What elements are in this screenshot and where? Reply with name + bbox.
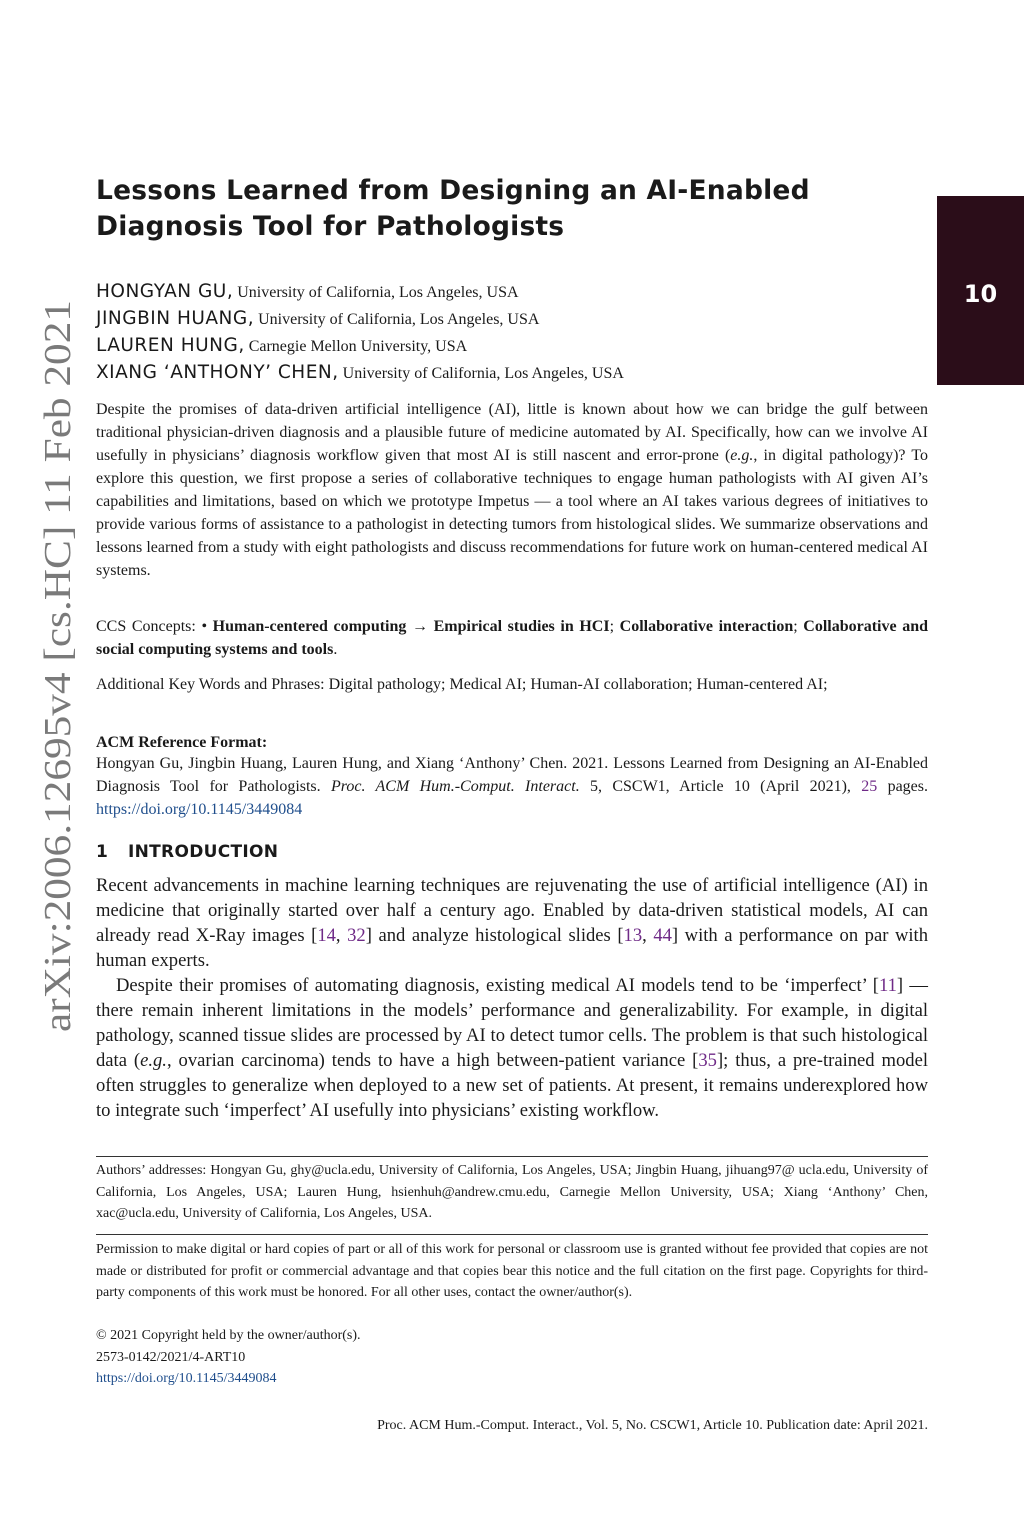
intro-eg: e.g.: [140, 1050, 167, 1071]
citation-link[interactable]: 14: [317, 925, 336, 946]
copyright-block: [96, 1325, 928, 1390]
introduction-body: [96, 873, 928, 1123]
permission-divider: [96, 1234, 928, 1235]
article-number: 10: [963, 280, 998, 308]
paragraph-text: ,: [335, 925, 348, 946]
author-entry: [96, 305, 896, 332]
issn-line: 2573-0142/2021/4-ART10: [96, 1349, 246, 1365]
ccs-separator: ;: [793, 618, 804, 635]
acm-reference: [96, 752, 928, 821]
footnote-divider: [96, 1156, 928, 1157]
paragraph-text: ] with a performance on par with human experts.: [96, 925, 929, 971]
section-heading: [96, 842, 278, 862]
ccs-separator: ;: [609, 618, 620, 635]
author-name: JINGBIN HUANG,: [96, 308, 255, 329]
paragraph-text: Recent advancements in machine learning techniques are rejuvenating the use of artificial intelligence (AI) in medicine that originally started over half a century ago. Enabled by data-driven statistical models, AI can already read X-Ray images [: [96, 875, 928, 946]
ccs-concept: Collaborative and social computing systems and tools: [96, 618, 929, 658]
acm-reference-heading: ACM Reference Format:: [96, 734, 268, 751]
page-footer: Proc. ACM Hum.-Comput. Interact., Vol. 5, No. CSCW1, Article 10. Publication date: April 2021.: [377, 1418, 928, 1433]
abstract-text: Despite the promises of data-driven artificial intelligence (AI), little is known about how we can bridge the gulf between traditional physician-driven diagnosis and a plausible future of medicine automated by AI. Specifically, how can we involve AI usefully in physicians’ diagnosis workflow given that most AI is still nascent and error-prone (: [96, 401, 928, 464]
paragraph: [96, 873, 928, 973]
arxiv-stamp: [8, 296, 96, 1032]
paragraph-text: , ovarian carcinoma) tends to have a high between-patient variance [: [166, 1050, 699, 1071]
author-entry: [96, 359, 896, 386]
paper-title: Lessons Learned from Designing an AI-Enabled Diagnosis Tool for Pathologists: [96, 175, 810, 242]
author-entry: [96, 332, 896, 359]
ccs-separator: .: [333, 641, 338, 658]
author-affiliation: University of California, Los Angeles, USA: [342, 365, 624, 382]
permission-notice: Permission to make digital or hard copies of part or all of this work for personal or classroom use is granted without fee provided that copies are not made or distributed for profit or commercial advantage and that copies bear this notice and the full citation on the first page. Copyrights for third-party components of this work must be honored. For all other uses, contact the owner/author(s).: [96, 1242, 928, 1300]
page-count-link[interactable]: 25: [861, 778, 878, 795]
paragraph-text: ,: [642, 925, 654, 946]
author-name: XIANG ‘ANTHONY’ CHEN,: [96, 362, 339, 383]
author-affiliation: University of California, Los Angeles, USA: [237, 284, 519, 301]
acm-reference-text: 5, CSCW1, Article 10 (April 2021),: [579, 778, 862, 795]
author-affiliation: Carnegie Mellon University, USA: [248, 338, 468, 355]
ccs-concept: Human-centered computing → Empirical studies in HCI: [212, 618, 610, 635]
section-number: 1: [96, 842, 109, 862]
author-name: LAUREN HUNG,: [96, 335, 245, 356]
author-name: HONGYAN GU,: [96, 281, 234, 302]
abstract: [96, 398, 928, 582]
paragraph-text: Despite their promises of automating diagnosis, existing medical AI models tend to be ‘imperfect’ [: [116, 975, 879, 996]
arxiv-stamp-text: arXiv:2006.12695v4 [cs.HC] 11 Feb 2021: [37, 389, 79, 1032]
doi-link[interactable]: https://doi.org/10.1145/3449084: [96, 1371, 277, 1386]
acm-reference-text: pages.: [877, 778, 929, 795]
acm-reference-text: Hongyan Gu, Jingbin Huang, Lauren Hung, and Xiang ‘Anthony’ Chen. 2021. Lessons Learned from Designing an AI-Enabled Diagnosis Tool for Pathologists.: [96, 755, 928, 795]
paragraph: [96, 973, 928, 1123]
author-affiliation: University of California, Los Angeles, USA: [258, 311, 540, 328]
keywords: Additional Key Words and Phrases: Digital pathology; Medical AI; Human-AI collaboration; Human-centered AI;: [96, 676, 828, 693]
abstract-text: , in digital pathology)? To explore this question, we first propose a series of collaborative techniques to engage human pathologists with AI given AI’s capabilities and limitations, based on which we prototype Impetus — a tool where an AI takes various degrees of initiatives to provide various forms of assistance to a pathologist in detecting tumors from histological slides. We summarize observations and lessons learned from a study with eight pathologists and discuss recommendations for future work on human-centered medical AI systems.: [96, 447, 928, 579]
ccs-label: CCS Concepts: •: [96, 618, 213, 635]
section-title: INTRODUCTION: [128, 842, 279, 862]
copyright-line: © 2021 Copyright held by the owner/author(s).: [96, 1328, 361, 1343]
acm-reference-venue: Proc. ACM Hum.-Comput. Interact.: [330, 778, 580, 795]
citation-link[interactable]: 13: [623, 925, 643, 946]
paragraph-text: ]; thus, a pre-trained model often struggles to generalize when deployed to a new set of patients. At present, it remains underexplored how to integrate such ‘imperfect’ AI usefully into physicians’ existing workflow.: [96, 1050, 929, 1121]
citation-link[interactable]: 44: [653, 925, 672, 946]
author-entry: [96, 278, 896, 305]
citation-link[interactable]: 11: [879, 975, 897, 996]
citation-link[interactable]: 35: [698, 1050, 717, 1071]
abstract-eg: e.g.: [730, 447, 754, 464]
citation-link[interactable]: 32: [347, 925, 366, 946]
ccs-concept: Collaborative interaction: [619, 618, 794, 635]
author-addresses: Authors’ addresses: Hongyan Gu, ghy@ucla.edu, University of California, Los Angeles, USA; Jingbin Huang, jihuang97@ ucla.edu, University of California, Los Angeles, USA; Lauren Hung, hsienhuh@andrew.cmu.edu, Carnegie Mellon University, USA; Xiang ‘Anthony’ Chen, xac@ucla.edu, University of California, Los Angeles, USA.: [96, 1163, 928, 1221]
ccs-concepts: [96, 615, 928, 661]
article-number-tab: [937, 196, 1024, 385]
paragraph-text: ] — there remain inherent limitations in the models’ performance and generalizability. For example, in digital pathology, scanned tissue slides are processed by AI to detect tumor cells. The problem is that such histological data (: [96, 975, 929, 1071]
author-list: [96, 278, 896, 386]
doi-link[interactable]: https://doi.org/10.1145/3449084: [96, 801, 303, 818]
paragraph-text: ] and analyze histological slides [: [365, 925, 624, 946]
